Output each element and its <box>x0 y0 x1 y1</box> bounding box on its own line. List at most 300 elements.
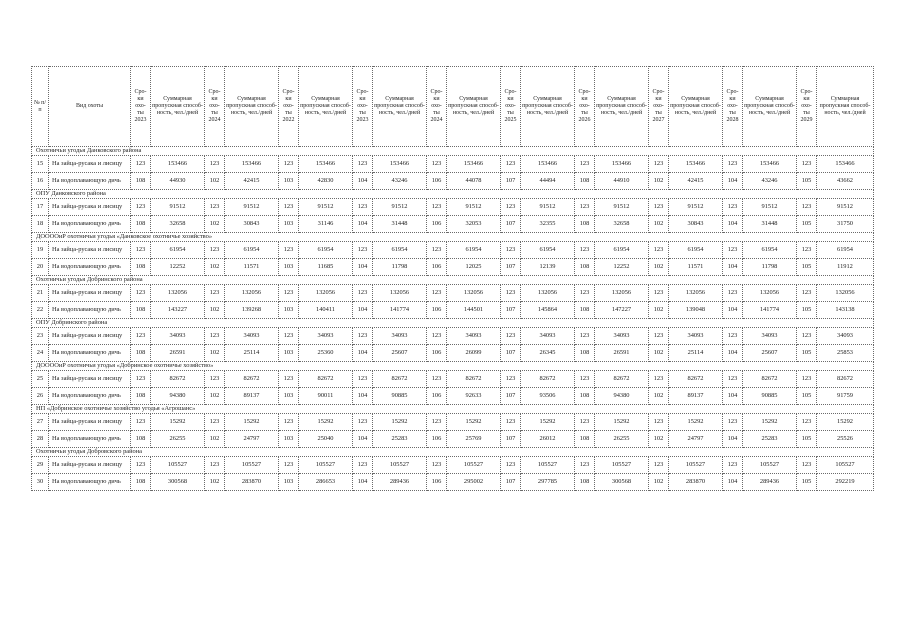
period-cell: 104 <box>353 216 373 233</box>
capacity-cell: 92633 <box>447 388 501 405</box>
capacity-cell: 82672 <box>743 371 797 388</box>
capacity-cell: 42830 <box>299 173 353 190</box>
period-cell: 123 <box>723 414 743 431</box>
period-cell: 123 <box>131 371 151 388</box>
period-cell: 123 <box>797 156 817 173</box>
period-cell: 106 <box>427 302 447 319</box>
capacity-cell: 132056 <box>151 285 205 302</box>
section-title: ОПУ Данковского района <box>32 190 874 199</box>
capacity-cell: 94380 <box>595 388 649 405</box>
capacity-cell: 26255 <box>151 431 205 448</box>
period-cell: 103 <box>279 431 299 448</box>
period-cell: 123 <box>131 156 151 173</box>
period-cell: 108 <box>575 216 595 233</box>
row-number: 21 <box>32 285 49 302</box>
row-number: 29 <box>32 457 49 474</box>
period-cell: 123 <box>575 328 595 345</box>
period-cell: 123 <box>279 285 299 302</box>
period-cell: 104 <box>353 302 373 319</box>
capacity-cell: 153466 <box>373 156 427 173</box>
column-header-capacity: Суммарная пропускная способ-ность, чел./дней <box>669 67 723 147</box>
period-cell: 123 <box>723 156 743 173</box>
capacity-cell: 15292 <box>447 414 501 431</box>
capacity-cell: 15292 <box>817 414 874 431</box>
capacity-cell: 82672 <box>521 371 575 388</box>
period-cell: 106 <box>427 474 447 491</box>
period-cell: 123 <box>575 285 595 302</box>
capacity-cell: 82672 <box>151 371 205 388</box>
capacity-cell: 139268 <box>225 302 279 319</box>
period-cell: 123 <box>723 371 743 388</box>
capacity-cell: 12025 <box>447 259 501 276</box>
capacity-cell: 25769 <box>447 431 501 448</box>
period-cell: 102 <box>649 474 669 491</box>
capacity-cell: 105527 <box>151 457 205 474</box>
period-cell: 108 <box>575 431 595 448</box>
period-cell: 108 <box>131 259 151 276</box>
period-cell: 102 <box>649 259 669 276</box>
capacity-cell: 34093 <box>743 328 797 345</box>
row-number: 23 <box>32 328 49 345</box>
period-cell: 123 <box>501 156 521 173</box>
period-cell: 105 <box>797 302 817 319</box>
capacity-cell: 300568 <box>595 474 649 491</box>
capacity-cell: 12252 <box>151 259 205 276</box>
capacity-cell: 91512 <box>151 199 205 216</box>
capacity-cell: 82672 <box>595 371 649 388</box>
table-row <box>32 345 874 362</box>
period-cell: 108 <box>575 302 595 319</box>
capacity-cell: 283870 <box>225 474 279 491</box>
capacity-cell: 94380 <box>151 388 205 405</box>
period-cell: 103 <box>279 259 299 276</box>
capacity-cell: 61954 <box>817 242 874 259</box>
period-cell: 123 <box>427 371 447 388</box>
capacity-cell: 140411 <box>299 302 353 319</box>
period-cell: 102 <box>649 302 669 319</box>
period-cell: 103 <box>279 388 299 405</box>
period-cell: 123 <box>279 242 299 259</box>
period-cell: 123 <box>649 285 669 302</box>
period-cell: 123 <box>427 285 447 302</box>
capacity-cell: 91512 <box>225 199 279 216</box>
period-cell: 102 <box>205 302 225 319</box>
capacity-cell: 44910 <box>595 173 649 190</box>
period-cell: 123 <box>649 156 669 173</box>
capacity-cell: 61954 <box>225 242 279 259</box>
period-cell: 103 <box>279 173 299 190</box>
capacity-cell: 26012 <box>521 431 575 448</box>
period-cell: 123 <box>131 199 151 216</box>
capacity-cell: 132056 <box>373 285 427 302</box>
capacity-cell: 147227 <box>595 302 649 319</box>
capacity-cell: 105527 <box>743 457 797 474</box>
section-row <box>32 448 874 457</box>
period-cell: 107 <box>501 216 521 233</box>
period-cell: 105 <box>797 474 817 491</box>
capacity-cell: 153466 <box>447 156 501 173</box>
period-cell: 123 <box>353 242 373 259</box>
period-cell: 123 <box>501 242 521 259</box>
capacity-cell: 34093 <box>151 328 205 345</box>
period-cell: 107 <box>501 302 521 319</box>
hunt-kind: На зайца-русака и лисицу <box>49 199 131 216</box>
period-cell: 123 <box>797 414 817 431</box>
period-cell: 102 <box>205 388 225 405</box>
period-cell: 107 <box>501 388 521 405</box>
capacity-cell: 289436 <box>743 474 797 491</box>
period-cell: 104 <box>723 431 743 448</box>
period-cell: 102 <box>649 216 669 233</box>
capacity-cell: 141774 <box>373 302 427 319</box>
period-cell: 123 <box>427 457 447 474</box>
period-cell: 123 <box>649 328 669 345</box>
row-number: 30 <box>32 474 49 491</box>
capacity-cell: 82672 <box>669 371 723 388</box>
capacity-cell: 82672 <box>225 371 279 388</box>
capacity-cell: 132056 <box>299 285 353 302</box>
period-cell: 123 <box>427 199 447 216</box>
capacity-cell: 90885 <box>743 388 797 405</box>
period-cell: 107 <box>501 173 521 190</box>
capacity-cell: 15292 <box>521 414 575 431</box>
table-body <box>32 147 874 491</box>
capacity-cell: 24797 <box>225 431 279 448</box>
period-cell: 123 <box>353 285 373 302</box>
capacity-cell: 26345 <box>521 345 575 362</box>
period-cell: 108 <box>131 474 151 491</box>
row-number: 16 <box>32 173 49 190</box>
capacity-cell: 93506 <box>521 388 575 405</box>
capacity-cell: 42415 <box>669 173 723 190</box>
capacity-cell: 15292 <box>225 414 279 431</box>
section-row <box>32 147 874 156</box>
capacity-cell: 89137 <box>669 388 723 405</box>
period-cell: 105 <box>797 173 817 190</box>
column-header-period: Сро-ки охо-ты 2026 <box>575 67 595 147</box>
period-cell: 105 <box>797 259 817 276</box>
period-cell: 106 <box>427 345 447 362</box>
period-cell: 106 <box>427 259 447 276</box>
period-cell: 123 <box>131 242 151 259</box>
capacity-cell: 25526 <box>817 431 874 448</box>
period-cell: 123 <box>501 371 521 388</box>
row-number: 24 <box>32 345 49 362</box>
capacity-cell: 292219 <box>817 474 874 491</box>
period-cell: 123 <box>649 199 669 216</box>
capacity-cell: 82672 <box>447 371 501 388</box>
table-row <box>32 216 874 233</box>
hunt-kind: На зайца-русака и лисицу <box>49 414 131 431</box>
table-row <box>32 474 874 491</box>
capacity-cell: 82672 <box>817 371 874 388</box>
section-row <box>32 362 874 371</box>
capacity-cell: 105527 <box>669 457 723 474</box>
period-cell: 123 <box>205 156 225 173</box>
capacity-cell: 15292 <box>669 414 723 431</box>
period-cell: 108 <box>131 345 151 362</box>
table-row <box>32 242 874 259</box>
capacity-cell: 105527 <box>595 457 649 474</box>
hunt-kind: На зайца-русака и лисицу <box>49 328 131 345</box>
period-cell: 107 <box>501 345 521 362</box>
capacity-cell: 295002 <box>447 474 501 491</box>
column-header-period: Сро-ки охо-ты 2025 <box>501 67 521 147</box>
period-cell: 123 <box>131 328 151 345</box>
capacity-cell: 105527 <box>373 457 427 474</box>
period-cell: 104 <box>353 345 373 362</box>
capacity-cell: 297785 <box>521 474 575 491</box>
capacity-cell: 132056 <box>447 285 501 302</box>
capacity-cell: 15292 <box>743 414 797 431</box>
column-header-period: Сро-ки охо-ты 2027 <box>649 67 669 147</box>
capacity-cell: 32658 <box>151 216 205 233</box>
period-cell: 123 <box>205 414 225 431</box>
period-cell: 123 <box>723 199 743 216</box>
table-row <box>32 371 874 388</box>
header-row <box>32 67 874 147</box>
period-cell: 104 <box>723 388 743 405</box>
period-cell: 123 <box>279 371 299 388</box>
document-page <box>31 66 871 491</box>
period-cell: 123 <box>649 242 669 259</box>
capacity-cell: 89137 <box>225 388 279 405</box>
period-cell: 105 <box>797 345 817 362</box>
period-cell: 108 <box>575 388 595 405</box>
capacity-cell: 44930 <box>151 173 205 190</box>
capacity-cell: 15292 <box>373 414 427 431</box>
column-header-capacity: Суммарная пропускная способ-ность, чел./дней <box>447 67 501 147</box>
period-cell: 123 <box>575 242 595 259</box>
period-cell: 103 <box>279 216 299 233</box>
capacity-cell: 31146 <box>299 216 353 233</box>
column-header-kind: Вид охоты <box>49 67 131 147</box>
column-header-period: Сро-ки охо-ты 2023 <box>131 67 151 147</box>
capacity-cell: 24797 <box>669 431 723 448</box>
period-cell: 123 <box>427 156 447 173</box>
period-cell: 108 <box>131 388 151 405</box>
period-cell: 107 <box>501 431 521 448</box>
capacity-cell: 30843 <box>669 216 723 233</box>
row-number: 15 <box>32 156 49 173</box>
capacity-cell: 91512 <box>669 199 723 216</box>
capacity-cell: 34093 <box>299 328 353 345</box>
period-cell: 104 <box>353 388 373 405</box>
capacity-cell: 34093 <box>595 328 649 345</box>
section-row <box>32 190 874 199</box>
column-header-period: Сро-ки охо-ты 2024 <box>205 67 225 147</box>
period-cell: 104 <box>353 173 373 190</box>
period-cell: 108 <box>575 173 595 190</box>
period-cell: 102 <box>205 173 225 190</box>
section-title: Охотничьи угодья Добровского района <box>32 448 874 457</box>
table-row <box>32 302 874 319</box>
period-cell: 123 <box>205 457 225 474</box>
period-cell: 123 <box>501 285 521 302</box>
section-row <box>32 233 874 242</box>
period-cell: 103 <box>279 474 299 491</box>
table-row <box>32 328 874 345</box>
period-cell: 102 <box>649 388 669 405</box>
capacity-cell: 105527 <box>447 457 501 474</box>
capacity-cell: 153466 <box>151 156 205 173</box>
capacity-cell: 15292 <box>299 414 353 431</box>
period-cell: 102 <box>205 259 225 276</box>
capacity-cell: 91512 <box>521 199 575 216</box>
capacity-cell: 91512 <box>447 199 501 216</box>
capacity-cell: 300568 <box>151 474 205 491</box>
capacity-cell: 11912 <box>817 259 874 276</box>
period-cell: 102 <box>205 431 225 448</box>
column-header-capacity: Суммарная пропускная способ-ность, чел./дней <box>817 67 874 147</box>
period-cell: 123 <box>797 199 817 216</box>
column-header-capacity: Суммарная пропускная способ-ность, чел./дней <box>373 67 427 147</box>
period-cell: 104 <box>723 302 743 319</box>
column-header-period: Сро-ки охо-ты 2022 <box>279 67 299 147</box>
section-title: НП «Добринское охотничье хозяйство угодья «Агрошанс» <box>32 405 874 414</box>
hunt-kind: На зайца-русака и лисицу <box>49 457 131 474</box>
capacity-cell: 153466 <box>743 156 797 173</box>
capacity-cell: 82672 <box>299 371 353 388</box>
period-cell: 123 <box>501 328 521 345</box>
period-cell: 106 <box>427 388 447 405</box>
capacity-cell: 44078 <box>447 173 501 190</box>
capacity-cell: 32355 <box>521 216 575 233</box>
period-cell: 123 <box>205 285 225 302</box>
section-title: ОПУ Добринского района <box>32 319 874 328</box>
capacity-cell: 43246 <box>743 173 797 190</box>
hunt-kind: На водоплавающую дичь <box>49 388 131 405</box>
row-number: 22 <box>32 302 49 319</box>
capacity-cell: 25607 <box>743 345 797 362</box>
capacity-cell: 25114 <box>669 345 723 362</box>
capacity-cell: 25853 <box>817 345 874 362</box>
period-cell: 123 <box>797 457 817 474</box>
period-cell: 123 <box>575 414 595 431</box>
hunt-kind: На водоплавающую дичь <box>49 259 131 276</box>
row-number: 17 <box>32 199 49 216</box>
capacity-cell: 30843 <box>225 216 279 233</box>
capacity-cell: 34093 <box>373 328 427 345</box>
period-cell: 123 <box>279 457 299 474</box>
period-cell: 123 <box>575 156 595 173</box>
capacity-cell: 90011 <box>299 388 353 405</box>
capacity-cell: 34093 <box>521 328 575 345</box>
period-cell: 104 <box>723 345 743 362</box>
section-row <box>32 319 874 328</box>
period-cell: 108 <box>575 345 595 362</box>
capacity-cell: 25283 <box>373 431 427 448</box>
capacity-cell: 91512 <box>373 199 427 216</box>
section-row <box>32 405 874 414</box>
capacity-cell: 25114 <box>225 345 279 362</box>
column-header-capacity: Суммарная пропускная способ-ность, чел./дней <box>151 67 205 147</box>
capacity-cell: 25607 <box>373 345 427 362</box>
capacity-cell: 11685 <box>299 259 353 276</box>
hunt-kind: На водоплавающую дичь <box>49 474 131 491</box>
table-row <box>32 285 874 302</box>
column-header-period: Сро-ки охо-ты 2029 <box>797 67 817 147</box>
period-cell: 123 <box>649 371 669 388</box>
period-cell: 123 <box>353 414 373 431</box>
hunt-kind: На зайца-русака и лисицу <box>49 242 131 259</box>
capacity-cell: 91759 <box>817 388 874 405</box>
table-row <box>32 199 874 216</box>
capacity-cell: 44494 <box>521 173 575 190</box>
capacity-cell: 12139 <box>521 259 575 276</box>
period-cell: 123 <box>649 414 669 431</box>
capacity-cell: 15292 <box>595 414 649 431</box>
period-cell: 108 <box>131 431 151 448</box>
hunt-kind: На водоплавающую дичь <box>49 302 131 319</box>
period-cell: 104 <box>723 216 743 233</box>
capacity-cell: 43246 <box>373 173 427 190</box>
row-number: 25 <box>32 371 49 388</box>
hunt-kind: На водоплавающую дичь <box>49 345 131 362</box>
capacity-cell: 61954 <box>151 242 205 259</box>
hunt-kind: На водоплавающую дичь <box>49 173 131 190</box>
period-cell: 104 <box>723 474 743 491</box>
capacity-cell: 61954 <box>299 242 353 259</box>
period-cell: 123 <box>205 371 225 388</box>
period-cell: 102 <box>649 431 669 448</box>
capacity-cell: 286653 <box>299 474 353 491</box>
table-row <box>32 431 874 448</box>
capacity-cell: 143227 <box>151 302 205 319</box>
hunt-kind: На водоплавающую дичь <box>49 216 131 233</box>
capacity-cell: 61954 <box>669 242 723 259</box>
capacity-cell: 143138 <box>817 302 874 319</box>
period-cell: 104 <box>353 431 373 448</box>
period-cell: 123 <box>279 328 299 345</box>
hunt-kind: На зайца-русака и лисицу <box>49 285 131 302</box>
capacity-cell: 31448 <box>373 216 427 233</box>
section-row <box>32 276 874 285</box>
capacity-cell: 153466 <box>299 156 353 173</box>
period-cell: 123 <box>205 242 225 259</box>
column-header-capacity: Суммарная пропускная способ-ность, чел./дней <box>521 67 575 147</box>
capacity-cell: 34093 <box>817 328 874 345</box>
period-cell: 123 <box>205 199 225 216</box>
period-cell: 123 <box>279 199 299 216</box>
table-row <box>32 457 874 474</box>
capacity-cell: 132056 <box>743 285 797 302</box>
period-cell: 104 <box>353 474 373 491</box>
column-header-capacity: Суммарная пропускная способ-ность, чел./дней <box>225 67 279 147</box>
period-cell: 108 <box>575 259 595 276</box>
capacity-cell: 105527 <box>521 457 575 474</box>
period-cell: 105 <box>797 216 817 233</box>
period-cell: 103 <box>279 345 299 362</box>
period-cell: 102 <box>649 173 669 190</box>
period-cell: 123 <box>797 371 817 388</box>
table-row <box>32 388 874 405</box>
capacity-cell: 153466 <box>817 156 874 173</box>
capacity-cell: 283870 <box>669 474 723 491</box>
capacity-cell: 153466 <box>669 156 723 173</box>
period-cell: 123 <box>353 199 373 216</box>
period-cell: 106 <box>427 431 447 448</box>
capacity-cell: 132056 <box>669 285 723 302</box>
section-title: Охотничьи угодья Добринского района <box>32 276 874 285</box>
capacity-cell: 132056 <box>595 285 649 302</box>
capacity-cell: 15292 <box>151 414 205 431</box>
capacity-cell: 11571 <box>225 259 279 276</box>
period-cell: 102 <box>205 216 225 233</box>
period-cell: 104 <box>723 173 743 190</box>
column-header-capacity: Суммарная пропускная способ-ность, чел./дней <box>743 67 797 147</box>
capacity-cell: 25360 <box>299 345 353 362</box>
